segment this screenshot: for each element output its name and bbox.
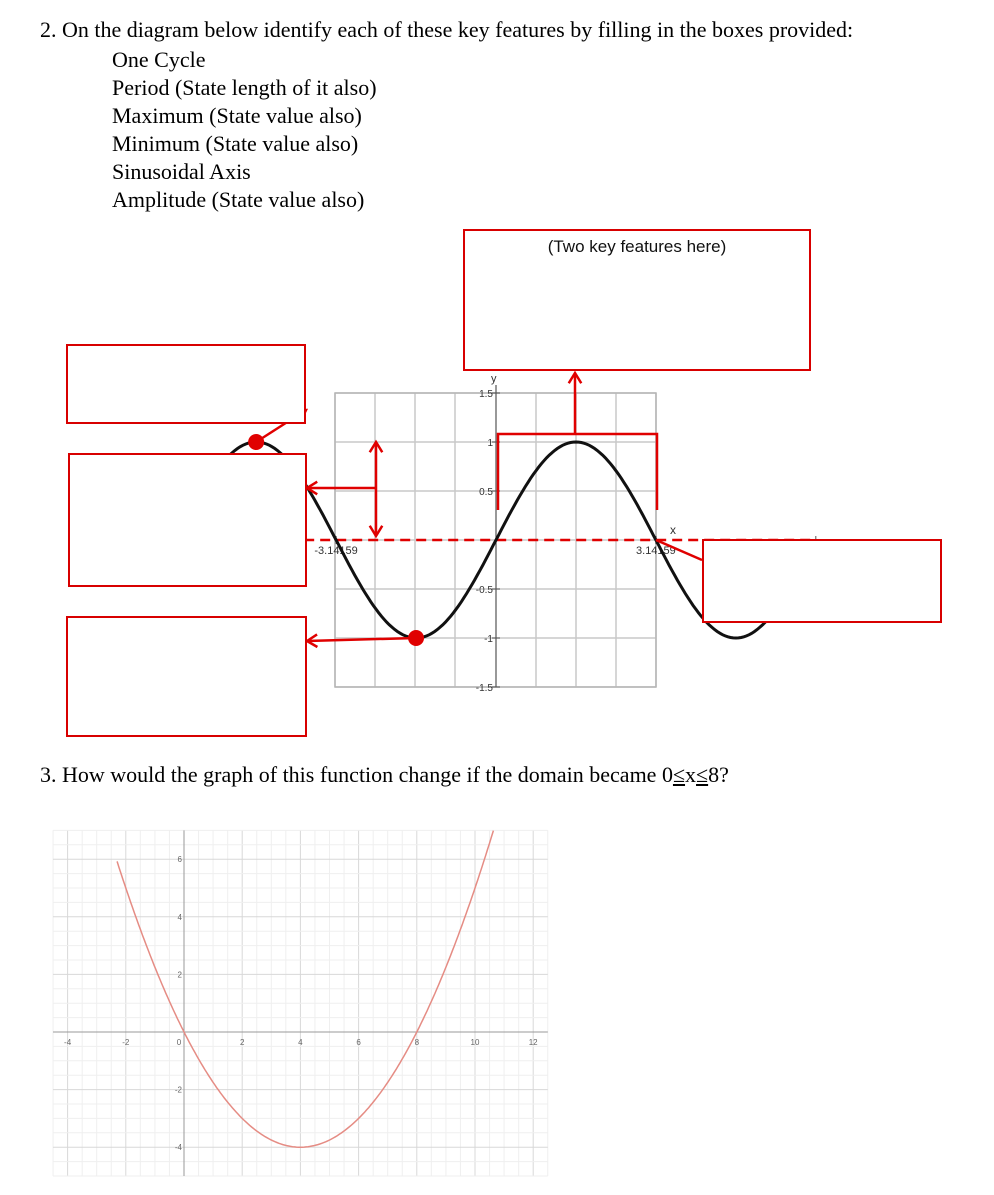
answer-box-left-2[interactable] — [68, 453, 307, 587]
answer-box-right[interactable] — [702, 539, 942, 623]
x-axis-label: x — [670, 523, 676, 537]
y-tick-label: -2 — [174, 1085, 182, 1095]
y-tick-label: 0.5 — [479, 487, 493, 498]
y-tick-label: -1 — [484, 634, 493, 645]
q3-le-1: ≤ — [672, 762, 686, 787]
y-tick-label: -1.5 — [475, 683, 493, 694]
y-tick-label: -0.5 — [475, 585, 493, 596]
x-tick-label: 3.14159 — [636, 545, 676, 557]
feature-amplitude: Amplitude (State value also) — [112, 187, 365, 212]
x-tick-label: 8 — [414, 1038, 420, 1047]
x-tick-label: -4 — [64, 1038, 72, 1047]
x-tick-label: 12 — [528, 1038, 538, 1047]
question-2-prompt: 2. On the diagram below identify each of these key features by filling in the boxes provided: — [40, 17, 854, 42]
y-tick-label: 2 — [177, 970, 182, 980]
x-tick-label: 4 — [298, 1038, 303, 1047]
x-tick-label: -3.14159 — [314, 545, 358, 557]
y-axis-label: y — [491, 373, 497, 385]
feature-maximum: Maximum (State value also) — [112, 103, 362, 128]
q3-suffix: 8? — [708, 762, 729, 787]
top-box-caption: (Two key features here) — [547, 237, 727, 256]
y-tick-label: 4 — [177, 912, 182, 922]
x-tick-label: 10 — [470, 1038, 480, 1047]
y-tick-label: -4 — [174, 1143, 182, 1153]
arrow-to-minimum-box — [307, 638, 416, 641]
y-tick-label: 6 — [177, 855, 182, 865]
q3-le-2: ≤ — [696, 762, 709, 787]
x-tick-label: -2 — [122, 1038, 130, 1047]
x-tick-label: 2 — [239, 1038, 245, 1047]
feature-one-cycle: One Cycle — [112, 47, 206, 72]
q3-prefix: 3. How would the graph of this function change if the domain became 0 — [40, 762, 673, 787]
answer-box-top[interactable] — [463, 229, 811, 371]
x-tick-label: 0 — [176, 1038, 182, 1047]
feature-period: Period (State length of it also) — [112, 75, 377, 100]
answer-box-left-3[interactable] — [66, 616, 307, 737]
feature-minimum: Minimum (State value also) — [112, 131, 359, 156]
question-3-prompt — [40, 763, 729, 787]
feature-sinusoidal-axis: Sinusoidal Axis — [112, 159, 251, 184]
y-tick-label: 1.5 — [479, 389, 493, 400]
parabola-graph — [0, 800, 994, 1195]
x-tick-label: 6 — [356, 1038, 361, 1047]
y-tick-label: 1 — [487, 438, 493, 449]
q3-x: x — [685, 762, 697, 787]
answer-box-left-1[interactable] — [66, 344, 306, 424]
